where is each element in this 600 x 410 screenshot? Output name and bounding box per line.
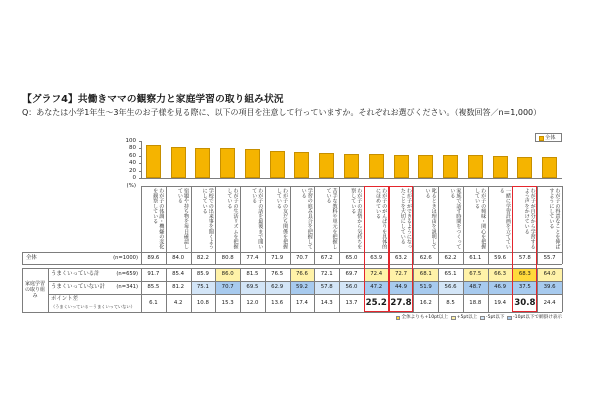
note-swatch [507,316,512,321]
cell-total-5: 77.4 [246,255,259,261]
y-tick-label: 60 [129,152,136,159]
cell-total-9: 65.0 [345,255,358,261]
table-grid-line [314,268,315,312]
row-label-doing-well: うまくいっている計 [51,271,100,277]
cell-point-difference-7: 17.4 [295,300,308,306]
cell-not-doing-well-11: 44.9 [389,281,414,294]
category-label: わが子の体調・機嫌の変化を観察している [152,188,165,250]
table-grid-line [562,186,563,264]
cell-total-4: 80.8 [221,255,234,261]
group-label: 家庭学習の取り組み [24,281,45,299]
table-grid-line [413,268,414,312]
cell-not-doing-well-14: 48.7 [463,281,488,294]
category-label: わが子の得意なことを伸ばすようにしている [548,188,561,250]
cell-doing-well-6: 76.5 [271,271,284,277]
cell-point-difference-14: 18.8 [469,300,482,306]
cell-doing-well-13: 65.1 [444,271,457,277]
category-label: 家族で話す時間をつくっている [449,188,462,250]
table-grid-line [463,268,464,312]
note-text: -5pt以下 [485,315,505,320]
cell-point-difference-3: 10.8 [196,300,209,306]
cell-total-11: 63.2 [395,255,408,261]
y-unit-label: (%) [126,183,136,189]
cell-point-difference-10: 25.2 [365,298,387,308]
table-grid-line [22,252,562,253]
emphasis-box-column-10 [364,186,389,312]
table-grid-line [438,186,439,264]
category-label: わが子のがんばりを具体的にほめている [375,188,388,250]
table-grid-line [265,268,266,312]
y-tick-label: 20 [129,167,136,174]
cell-total-17: 55.7 [543,255,556,261]
cell-point-difference-16: 30.8 [514,298,536,308]
cell-not-doing-well-3: 75.1 [191,281,216,294]
cell-doing-well-10: 72.4 [364,268,389,281]
category-label: わが子の表情から気持ちを察している [350,188,363,250]
category-label: 叱るときは理由を説明している [424,188,437,250]
cell-total-14: 61.1 [469,255,482,261]
cell-point-difference-4: 15.3 [221,300,234,306]
cell-not-doing-well-6: 62.9 [265,281,290,294]
table-grid-line [48,268,49,312]
row-label-total: 全体 [26,255,37,261]
cell-total-6: 71.9 [271,255,284,261]
table-grid-line [240,268,241,312]
category-label: 一緒に学習計画を立てている [498,188,511,250]
category-label: わが子の友だち関係を把握している [275,188,289,250]
table-grid-line [141,186,562,187]
cell-not-doing-well-5: 69.5 [240,281,265,294]
table-grid-line [290,186,291,264]
cell-not-doing-well-12: 51.9 [413,281,438,294]
table-grid-line [537,186,538,264]
table-grid-line [215,268,216,312]
cell-doing-well-3: 85.9 [196,271,209,277]
cell-doing-well-8: 72.1 [320,271,333,277]
category-label: わが子が自分から学習するよう声をかけている [523,188,536,250]
table-grid-line [48,281,562,282]
row-label-point-difference: ポイント差 [51,296,78,302]
cell-doing-well-16: 68.3 [512,268,537,281]
cell-point-difference-1: 6.1 [149,300,158,306]
table-grid-line [22,264,562,265]
note-text: +5pt以上 [456,315,478,320]
table-grid-line [562,268,563,312]
cell-doing-well-7: 76.6 [290,268,315,281]
cell-not-doing-well-10: 47.2 [364,281,389,294]
y-tick-label: 80 [129,145,136,152]
cell-point-difference-12: 16.2 [419,300,432,306]
table-grid-line [22,268,23,312]
cell-point-difference-11: 27.8 [390,298,412,308]
category-label: わが子の興味・関心を把握している [474,188,487,250]
cell-point-difference-9: 13.7 [345,300,358,306]
category-label: 学校での出来事を聞くようにしている [201,188,214,250]
y-tick-label: 0 [132,175,136,181]
table-grid-line [290,268,291,312]
cell-not-doing-well-9: 56.0 [339,281,364,294]
table-grid-line [488,268,489,312]
cell-not-doing-well-1: 85.5 [147,284,160,290]
note-text: 全体よりも+10pt以上 [401,315,449,320]
category-label: 苦手な教科や単元を把握している [325,188,338,250]
cell-doing-well-5: 81.5 [246,271,259,277]
survey-question: Q：あなたは小学1年生～3年生のお子様を見る際に、以下の項目を注意して行っていますか。それぞれお選びください。（複数回答／n=1,000） [22,108,542,117]
row-n-total: (n=1000) [113,255,138,261]
table-grid-line [314,186,315,264]
row-sublabel-point-difference: （うまくいっている－うまくいっていない） [51,304,135,309]
cell-total-13: 62.2 [444,255,457,261]
cell-not-doing-well-8: 57.8 [314,281,339,294]
category-label: 宿題や持ち物を毎日確認している [176,188,189,250]
cell-point-difference-5: 12.0 [246,300,259,306]
cell-doing-well-4: 86.0 [215,268,240,281]
cell-not-doing-well-4: 70.7 [215,281,240,294]
table-grid-line [22,252,23,264]
table-grid-line [537,268,538,312]
table-grid-line [141,186,142,264]
cell-not-doing-well-7: 59.2 [290,281,315,294]
cell-not-doing-well-15: 46.9 [488,281,513,294]
table-grid-line [438,268,439,312]
cell-total-8: 67.2 [320,255,333,261]
cell-doing-well-14: 67.5 [463,268,488,281]
cell-point-difference-15: 19.4 [494,300,507,306]
table-grid-line [166,186,167,264]
table-grid-line [339,186,340,264]
table-grid-line [191,186,192,264]
category-label: 学習の進み具合を把握している [300,188,313,250]
table-grid-line [488,186,489,264]
emphasis-box-column-16 [512,186,537,312]
table-grid-line [48,294,562,295]
table-grid-line [166,268,167,312]
table-grid-line [191,268,192,312]
cell-doing-well-17: 64.0 [537,268,562,281]
table-grid-line [413,186,414,264]
cell-point-difference-2: 4.2 [173,300,183,306]
cell-total-2: 84.0 [172,255,185,261]
cell-not-doing-well-13: 56.6 [438,281,463,294]
table-grid-line [215,186,216,264]
cell-total-16: 57.8 [518,255,531,261]
cell-total-12: 62.6 [419,255,432,261]
cell-doing-well-2: 85.4 [172,271,185,277]
row-n-not-doing-well: (n=341) [116,284,138,290]
table-grid-line [463,186,464,264]
cell-point-difference-13: 8.5 [446,300,455,306]
cell-not-doing-well-2: 81.2 [172,284,185,290]
table-grid-line [265,186,266,264]
note-text: -10pt以下で網掛け表示 [513,315,562,320]
cell-total-1: 89.6 [147,255,160,261]
cell-total-7: 70.7 [295,255,308,261]
y-tick-label: 100 [125,138,136,144]
note-swatch [396,316,401,321]
cell-doing-well-15: 66.3 [488,268,513,281]
note-swatch [451,316,456,321]
table-grid-line [339,268,340,312]
cell-total-3: 82.2 [196,255,209,261]
category-label: わが子ができるようになったことを大切にしている [399,188,412,250]
cell-total-15: 59.6 [494,255,507,261]
cell-not-doing-well-16: 37.5 [512,281,537,294]
cell-doing-well-1: 91.7 [147,271,160,277]
row-label-not-doing-well: うまくいっていない計 [51,284,105,290]
row-n-doing-well: (n=659) [116,271,138,277]
cell-point-difference-17: 24.4 [543,300,556,306]
emphasis-box-column-11 [389,186,414,312]
cell-doing-well-12: 68.1 [413,268,438,281]
chart-title: 【グラフ4】共働きママの観察力と家庭学習の取り組み状況 [22,94,284,105]
table-grid-line [22,312,562,313]
table-grid-line [22,268,562,269]
note-swatch [480,316,485,321]
category-label: わが子の話を最後まで聞いている [251,188,264,250]
cell-doing-well-9: 69.7 [345,271,358,277]
cell-doing-well-11: 72.7 [389,268,414,281]
cell-total-10: 63.9 [370,255,383,261]
cell-point-difference-6: 13.6 [271,300,284,306]
y-tick-label: 40 [129,160,136,167]
shading-note [393,315,562,321]
cell-point-difference-8: 14.3 [320,300,333,306]
category-label: わが子の生活リズムを把握している [226,188,239,250]
table-grid-line [141,268,142,312]
legend-label: 全体 [545,135,556,142]
table-grid-line [240,186,241,264]
cell-not-doing-well-17: 39.6 [537,281,562,294]
